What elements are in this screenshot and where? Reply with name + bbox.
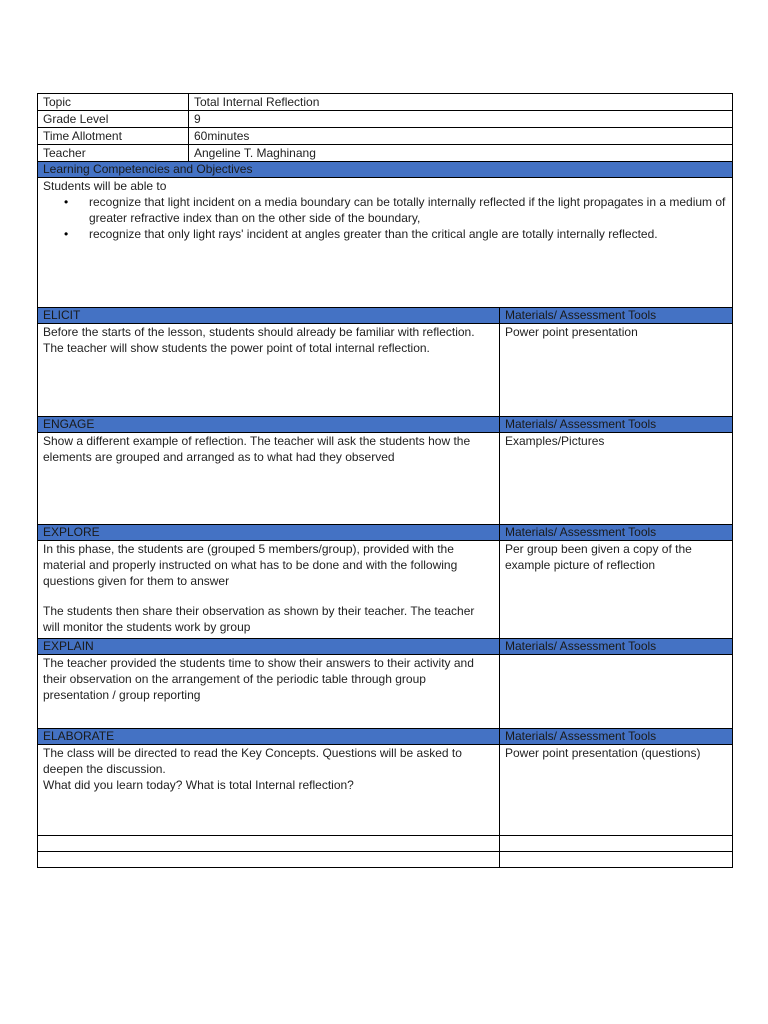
competencies-row <box>38 178 733 308</box>
phase-row-elaborate <box>38 745 733 836</box>
activity-text: In this phase, the students are (grouped 5 members/group), provided with the material and properly instructed on what has to be done and with the following questions given for them to answer <box>43 542 458 588</box>
info-value: Angeline T. Maghinang <box>189 145 733 162</box>
phase-header-row-elaborate <box>38 729 733 745</box>
objectives-list <box>43 194 727 242</box>
empty-cell <box>500 836 733 852</box>
info-label: Teacher <box>38 145 189 162</box>
phase-name: EXPLAIN <box>38 639 500 655</box>
phase-header-row-elicit <box>38 308 733 324</box>
competencies-header: Learning Competencies and Objectives <box>38 162 733 178</box>
phase-activity <box>38 745 500 836</box>
info-value: 60minutes <box>189 128 733 145</box>
activity-text: What did you learn today? What is total Internal reflection? <box>43 778 354 792</box>
materials-header: Materials/ Assessment Tools <box>500 417 733 433</box>
phase-materials: Power point presentation <box>500 324 733 417</box>
phase-header-row-engage <box>38 417 733 433</box>
empty-row <box>38 836 733 852</box>
phase-header-row-explore <box>38 525 733 541</box>
activity-text: The students then share their observation as shown by their teacher. The teacher will monitor the students work by group <box>43 604 475 634</box>
empty-cell <box>38 836 500 852</box>
activity-text: Before the starts of the lesson, students should already be familiar with reflection. The teacher will show students the power point of total internal reflection. <box>43 325 475 355</box>
phase-row-explore <box>38 541 733 639</box>
phase-row-engage <box>38 433 733 525</box>
competencies-intro: Students will be able to <box>43 179 167 193</box>
phases-table <box>37 307 733 868</box>
lesson-plan-page <box>37 93 732 868</box>
info-row-time <box>38 128 733 145</box>
info-label: Time Allotment <box>38 128 189 145</box>
phase-name: EXPLORE <box>38 525 500 541</box>
info-label: Topic <box>38 94 189 111</box>
phase-activity <box>38 433 500 525</box>
materials-header: Materials/ Assessment Tools <box>500 525 733 541</box>
competencies-header-row <box>38 162 733 178</box>
materials-header: Materials/ Assessment Tools <box>500 308 733 324</box>
materials-header: Materials/ Assessment Tools <box>500 639 733 655</box>
empty-cell <box>38 852 500 868</box>
info-label: Grade Level <box>38 111 189 128</box>
phase-activity <box>38 541 500 639</box>
phase-row-elicit <box>38 324 733 417</box>
objective-item: • recognize that only light rays' incident at angles greater than the critical angle are totally internally reflected. <box>89 226 727 242</box>
phase-materials <box>500 655 733 729</box>
phase-activity <box>38 655 500 729</box>
empty-cell <box>500 852 733 868</box>
activity-text: The teacher provided the students time to show their answers to their activity and their observation on the arrangement of the periodic table through group presentation / group reporting <box>43 656 474 702</box>
competencies-cell <box>38 178 733 308</box>
phase-header-row-explain <box>38 639 733 655</box>
objective-item: • recognize that light incident on a media boundary can be totally internally reflected if the light propagates in a medium of greater refractive index than on the other side of the boundary, <box>89 194 727 226</box>
materials-header: Materials/ Assessment Tools <box>500 729 733 745</box>
activity-text: Show a different example of reflection. The teacher will ask the students how the elements are grouped and arranged as to what had they observed <box>43 434 471 464</box>
info-row-topic <box>38 94 733 111</box>
phase-name: ENGAGE <box>38 417 500 433</box>
empty-row <box>38 852 733 868</box>
phase-row-explain <box>38 655 733 729</box>
phase-materials: Power point presentation (questions) <box>500 745 733 836</box>
lesson-info-table <box>37 93 733 308</box>
info-row-grade <box>38 111 733 128</box>
phase-name: ELABORATE <box>38 729 500 745</box>
phase-materials: Per group been given a copy of the example picture of reflection <box>500 541 733 639</box>
info-value: Total Internal Reflection <box>189 94 733 111</box>
info-row-teacher <box>38 145 733 162</box>
activity-text: The class will be directed to read the Key Concepts. Questions will be asked to deepen the discussion. <box>43 746 462 776</box>
info-value: 9 <box>189 111 733 128</box>
phase-materials: Examples/Pictures <box>500 433 733 525</box>
phase-name: ELICIT <box>38 308 500 324</box>
phase-activity <box>38 324 500 417</box>
